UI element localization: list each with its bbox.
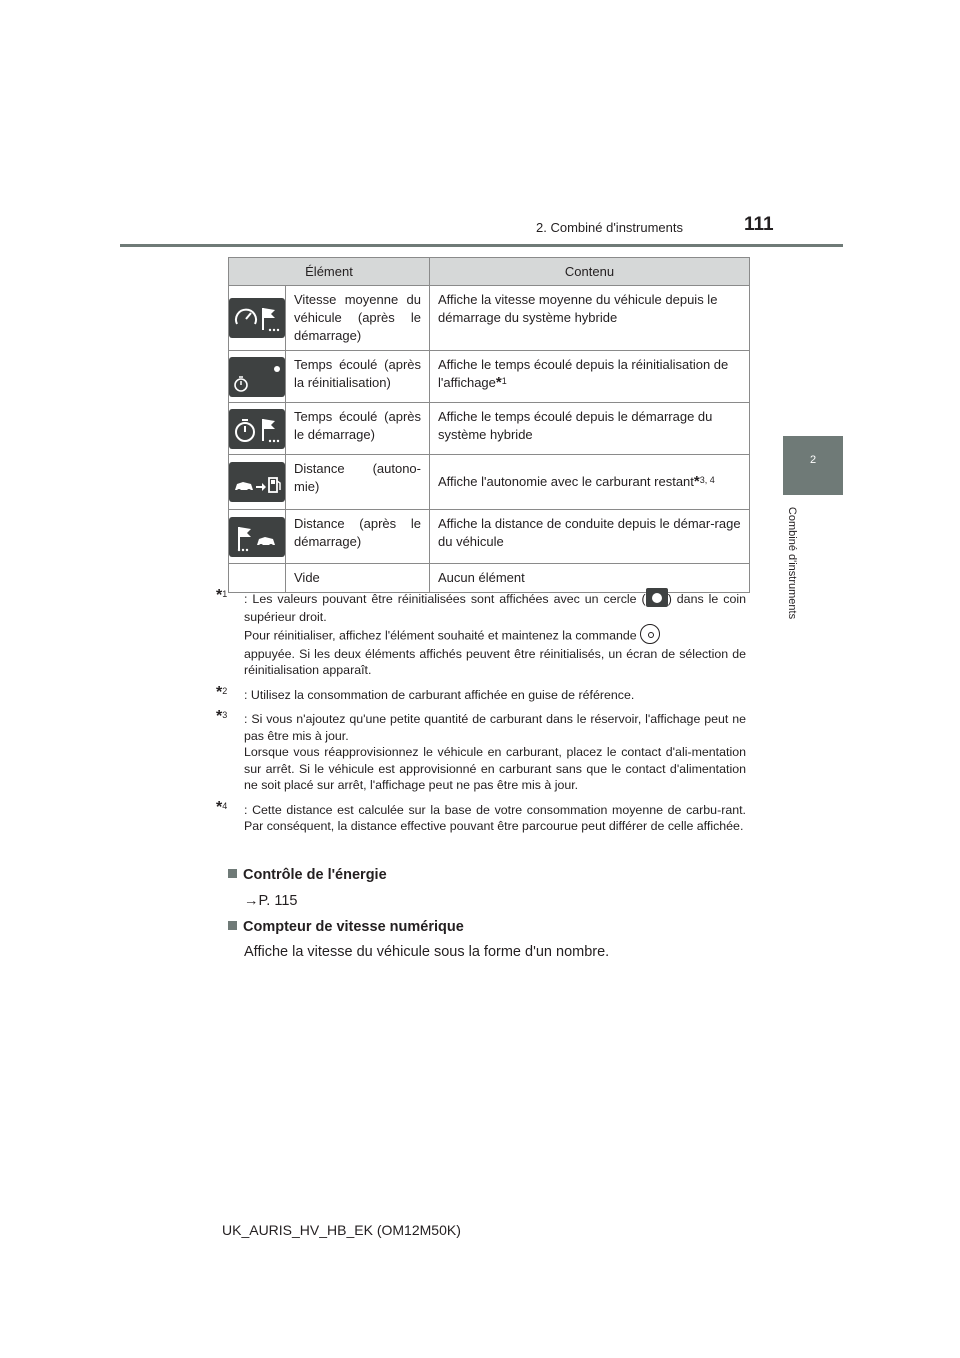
section-title: Compteur de vitesse numérique [243,919,464,935]
footnote-ref: 1 [501,376,507,386]
footnote-star-icon: * [693,473,700,490]
footnote-text: : Les valeurs pouvant être réinitialisées sont affichées avec un cercle ( [244,591,646,606]
column-header-element: Élément [229,258,430,286]
reset-circle-icon [646,588,668,607]
document-footer: UK_AURIS_HV_HB_EK (OM12M50K) [222,1222,461,1238]
element-label: Distance (autono-mie) [286,455,430,510]
section-heading [228,867,387,883]
content-text: Aucun élément [430,564,750,593]
footnote-number: 1 [222,589,228,599]
header-rule [120,244,843,247]
element-label: Vide [286,564,430,593]
section-body: Affiche la vitesse du véhicule sous la forme d'un nombre. [244,944,610,960]
footnote-mark: *$^4$ [216,798,228,816]
table-row [229,564,750,593]
footnote-mark: *$^1$ [216,587,228,604]
footnote [216,708,746,794]
element-label: Temps écoulé (après le démarrage) [286,403,430,455]
footnote-text: ) dans le coin supérieur droit. [244,591,746,624]
footnote-text: Lorsque vous réapprovisionnez le véhicule en carburant, placez le contact d'ali-mentation sur arrêt. Si le véhicule est approvisionné en carburant sans que le contact d'alimentation ne soit placé sur arrêt, l'affichage peut ne pas être mis à jour. [244,745,746,792]
chapter-tab-label: Combiné d'instruments [786,506,798,620]
footnote-mark: *$^3$ [216,708,228,725]
icon-cell [229,510,286,564]
section-title: Contrôle de l'énergie [243,867,387,883]
footnote-number: 2 [222,685,228,696]
table-row [229,510,750,564]
element-label: Distance (après le démarrage) [286,510,430,564]
footnote-text: appuyée. Si les deux éléments affichés peuvent être réinitialisés, un écran de sélection de réinitialisation apparaît. [244,646,746,677]
section-square-icon [228,921,237,930]
chapter-tab-number: 2 [809,454,817,466]
icon-cell [229,455,286,510]
table-row [229,286,750,351]
icon-cell [229,403,286,455]
footnote-number: 3 [222,710,228,720]
content-text: Affiche la vitesse moyenne du véhicule depuis le démarrage du système hybride [430,286,750,351]
table-row [229,403,750,455]
footnote-mark: *$^2$ [216,683,228,701]
element-label: Temps écoulé (après la réinitialisation) [286,351,430,403]
flag-car-icon [229,517,285,557]
footnote-text: : Utilisez la consommation de carburant affichée en guise de référence. [244,687,635,702]
icon-cell [229,564,286,593]
content-text [430,351,750,403]
page-reference-link[interactable]: →P. 115 [244,893,298,909]
footnote-ref: 3, 4 [699,475,715,485]
icon-cell [229,286,286,351]
control-button-icon [640,624,660,644]
speedometer-flag-icon [229,298,285,338]
section-square-icon [228,869,237,878]
footnote-number: 4 [222,800,228,811]
footnote [216,798,746,835]
table-row [229,351,750,403]
content-text: Affiche le temps écoulé depuis le démarrage du système hybride [430,403,750,455]
content-text [430,455,750,510]
page-number: 111 [744,214,774,235]
table-row [229,455,750,510]
element-label: Vitesse moyenne du véhicule (après le démarrage) [286,286,430,351]
items-table [228,257,750,593]
footnotes [216,587,746,843]
content-text: Affiche la distance de conduite depuis le démar-rage du véhicule [430,510,750,564]
stopwatch-flag-icon [229,409,285,449]
footnote-text: : Si vous n'ajoutez qu'une petite quantité de carburant dans le réservoir, l'affichage peut ne pas être mis à jour. [244,712,746,743]
car-fuel-icon [229,462,285,502]
footnote [216,587,746,679]
footnote-star-icon: * [495,374,502,391]
footnote-text: Pour réinitialiser, affichez l'élément souhaité et maintenez la commande [244,627,637,642]
content-text-body: Affiche l'autonomie avec le carburant restant [438,474,694,489]
stopwatch-reset-icon [229,357,285,397]
footnote-text: : Cette distance est calculée sur la base de votre consommation moyenne de carbu-rant. Par conséquent, la distance effective pouvant être parcourue peut différer de celle affichée. [244,802,746,833]
footnote [216,683,746,704]
section-heading [228,919,464,935]
icon-cell [229,351,286,403]
content-text-body: Affiche le temps écoulé depuis la réinitialisation de l'affichage [438,357,729,390]
header-section-title: 2. Combiné d'instruments [536,220,683,235]
column-header-content: Contenu [430,258,750,286]
